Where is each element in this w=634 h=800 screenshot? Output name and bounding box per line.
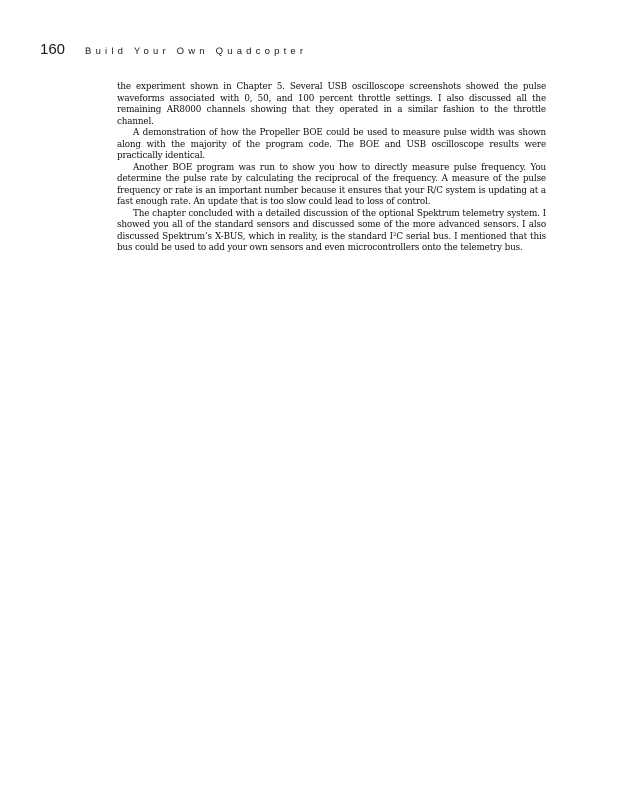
paragraph: A demonstration of how the Propeller BOE could be used to measure pulse width was shown along with the majority of the program code. The BOE and USB oscilloscope results were practically identical. [117,128,546,161]
body-text [117,82,546,255]
paragraph: Another BOE program was run to show you how to directly measure pulse frequency. You determine the pulse rate by calculating the reciprocal of the frequency. A measure of the pulse frequency or rate is an important number because it ensures that your R/C system is updating at a fast enough rate. An update that is too slow could lead to loss of control. [117,162,546,207]
running-header [40,41,307,58]
running-title: Build Your Own Quadcopter [85,46,308,57]
page-number: 160 [40,41,66,58]
paragraph: the experiment shown in Chapter 5. Several USB oscilloscope screenshots showed the pulse waveforms associated with 0, 50, and 100 percent throttle settings. I also discussed all the remaining AR8000 channels showing that they operated in a similar fashion to the throttle channel. [117,82,546,127]
paragraph: The chapter concluded with a detailed discussion of the optional Spektrum telemetry system. I showed you all of the standard sensors and discussed some of the more advanced sensors. I also discussed Spektrum’s X-BUS, which in reality, is the standard I²C serial bus. I mentioned that this bus could be used to add your own sensors and even microcontrollers onto the telemetry bus. [117,208,546,253]
